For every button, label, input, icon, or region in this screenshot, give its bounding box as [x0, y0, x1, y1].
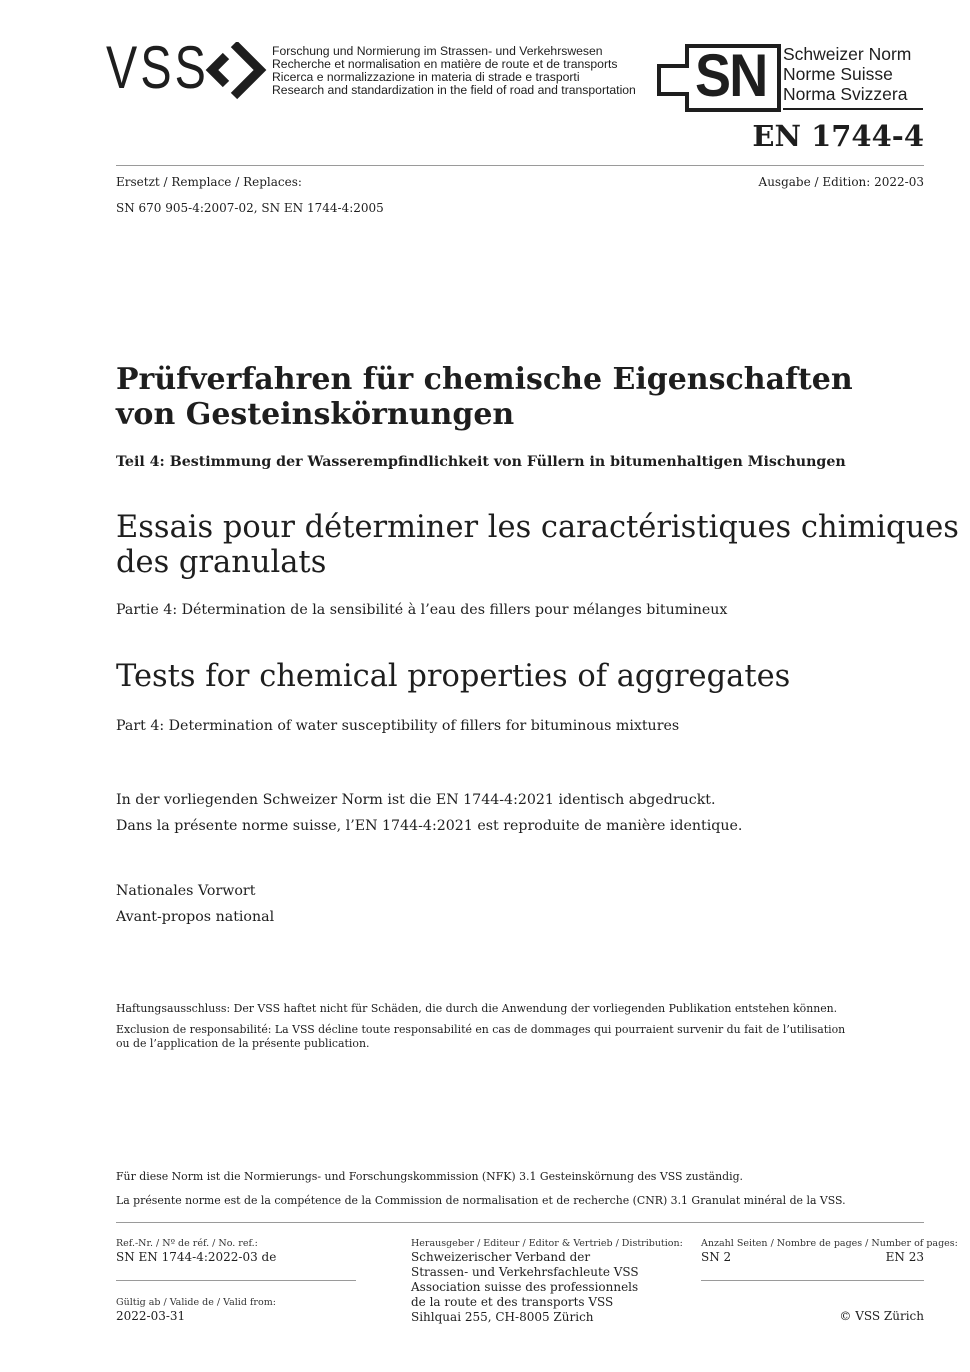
foreword-de: Nationales Vorwort	[116, 883, 256, 899]
sn-logo	[657, 44, 925, 112]
identical-note-fr: Dans la présente norme suisse, l’EN 1744-4:2021 est reproduite de manière identique.	[116, 818, 743, 834]
pages-label: Anzahl Seiten / Nombre de pages / Number of pages:	[701, 1238, 958, 1249]
ref-label: Ref.-Nr. / Nº de réf. / No. ref.:	[116, 1238, 258, 1249]
title-fr-line-1: Essais pour déterminer les caractéristiques chimiques	[116, 510, 959, 545]
subtitle-de: Teil 4: Bestimmung der Wasserempfindlichkeit von Füllern in bitumenhaltigen Mischungen	[116, 454, 846, 470]
publisher-line-2: Strassen- und Verkehrsfachleute VSS	[411, 1265, 639, 1279]
vss-logo	[106, 34, 266, 101]
standard-number: EN 1744-4	[752, 119, 924, 153]
vss-tagline-fr: Recherche et normalisation en matière de route et de transports	[272, 57, 618, 71]
subtitle-fr: Partie 4: Détermination de la sensibilité à l’eau des fillers pour mélanges bitumineux	[116, 602, 728, 618]
subtitle-en: Part 4: Determination of water susceptibility of fillers for bituminous mixtures	[116, 718, 680, 734]
replaces-value: SN 670 905-4:2007-02, SN EN 1744-4:2005	[116, 201, 384, 215]
sn-labels	[783, 44, 911, 104]
replaces-label: Ersetzt / Remplace / Replaces:	[116, 175, 302, 189]
publisher-address	[411, 1250, 639, 1325]
disclaimer-fr	[116, 1023, 845, 1051]
edition: Ausgabe / Edition: 2022-03	[758, 175, 924, 189]
committee-de: Für diese Norm ist die Normierungs- und Forschungskommission (NFK) 3.1 Gesteinskörnung des VSS zuständig.	[116, 1170, 744, 1183]
publisher-label: Herausgeber / Editeur / Editor & Vertrieb / Distribution:	[411, 1238, 683, 1249]
publisher-line-3: Association suisse des professionnels	[411, 1280, 639, 1294]
sn-label-de: Schweizer Norm	[783, 44, 912, 64]
vss-tagline-it: Ricerca e normalizzazione in materia di strade e trasporti	[272, 70, 580, 84]
pages-divider	[701, 1280, 924, 1281]
ref-divider	[116, 1280, 356, 1281]
foreword-fr: Avant-propos national	[116, 909, 275, 925]
vss-logo-text: VSS	[106, 34, 210, 101]
sn-label-fr: Norme Suisse	[783, 64, 893, 84]
title-en: Tests for chemical properties of aggregates	[116, 659, 791, 694]
publisher-line-1: Schweizerischer Verband der	[411, 1250, 591, 1264]
disclaimer-fr-line-1: Exclusion de responsabilité: La VSS décline toute responsabilité en cas de dommages qui pourraient survenir du fait de l’utilisation	[116, 1023, 846, 1036]
vss-tagline-en: Research and standardization in the field of road and transportation	[272, 83, 636, 97]
sn-underline	[783, 108, 923, 110]
valid-value: 2022-03-31	[116, 1309, 186, 1323]
vss-chevron-icon	[204, 42, 270, 102]
publisher-line-5: Sihlquai 255, CH-8005 Zürich	[411, 1310, 594, 1324]
header-divider	[116, 165, 924, 166]
valid-label: Gültig ab / Valide de / Valid from:	[116, 1297, 276, 1308]
sn-logo-text: SN	[695, 42, 767, 109]
sn-label-it: Norma Svizzera	[783, 84, 908, 104]
publisher-line-4: de la route et des transports VSS	[411, 1295, 614, 1309]
ref-value: SN EN 1744-4:2022-03 de	[116, 1250, 277, 1264]
pages-sn: SN 2	[701, 1250, 732, 1264]
identical-note-de: In der vorliegenden Schweizer Norm ist die EN 1744-4:2021 identisch abgedruckt.	[116, 792, 716, 808]
title-de-line-1: Prüfverfahren für chemische Eigenschaften	[116, 362, 853, 397]
committee-fr: La présente norme est de la compétence de la Commission de normalisation et de recherche (CNR) 3.1 Granulat minéral de la VSS.	[116, 1194, 846, 1207]
disclaimer-de: Haftungsausschluss: Der VSS haftet nicht für Schäden, die durch die Anwendung der vorliegenden Publikation entstehen können.	[116, 1002, 838, 1015]
footer-divider	[116, 1222, 924, 1223]
pages-en: EN 23	[885, 1250, 924, 1264]
disclaimer-fr-line-2: ou de l’application de la présente publication.	[116, 1037, 370, 1050]
title-fr	[116, 510, 959, 580]
title-de	[116, 362, 853, 432]
copyright: © VSS Zürich	[839, 1309, 924, 1323]
vss-tagline	[272, 45, 636, 97]
title-de-line-2: von Gesteinskörnungen	[116, 397, 515, 432]
title-fr-line-2: des granulats	[116, 545, 327, 580]
vss-tagline-de: Forschung und Normierung im Strassen- und Verkehrswesen	[272, 44, 603, 58]
